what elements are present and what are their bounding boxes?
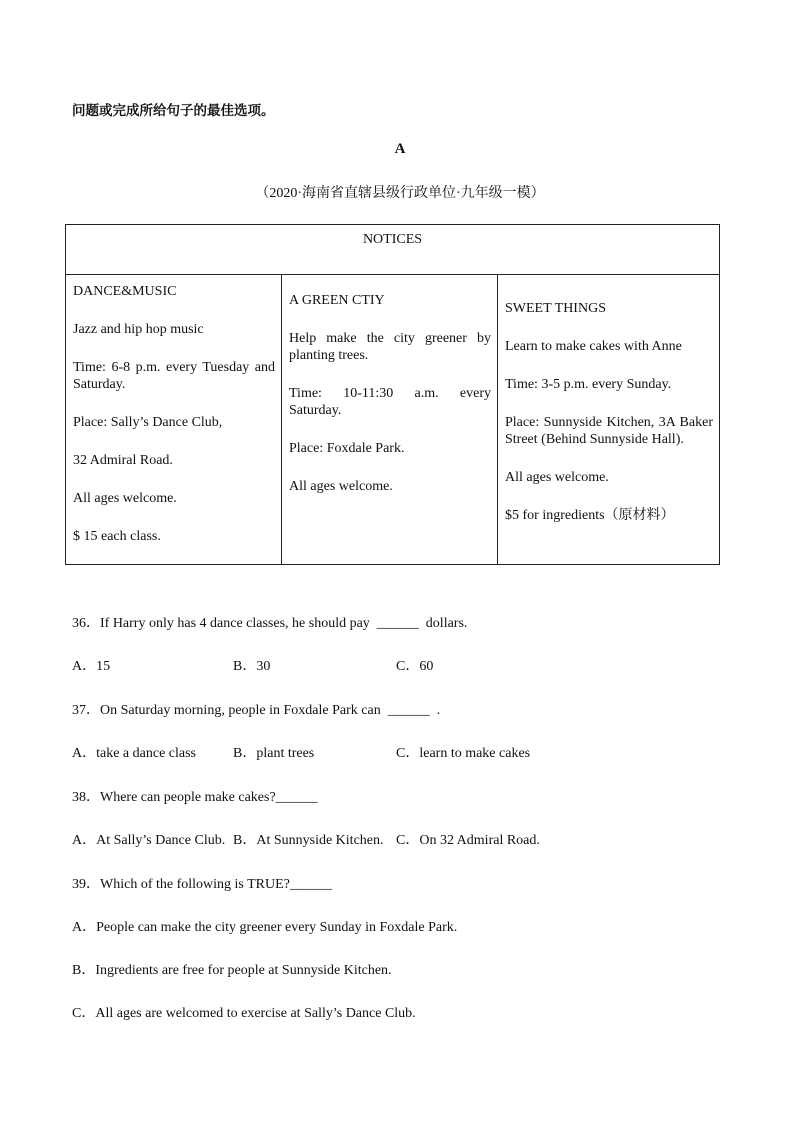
notice-line: Place: Sunnyside Kitchen, 3A Baker Street (Behind Sunnyside Hall). <box>505 415 713 447</box>
source-note: （2020·海南省直辖县级行政单位·九年级一模） <box>255 186 545 201</box>
option-38-c[interactable]: C．On 32 Admiral Road. <box>396 833 540 848</box>
notice-line: Time: 10-11:30 a.m. every Saturday. <box>289 386 491 418</box>
option-37-c[interactable]: C．learn to make cakes <box>396 746 531 761</box>
notice-line: Help make the city greener by planting trees. <box>289 331 491 363</box>
section-label: A <box>394 141 406 157</box>
question-36: 36．If Harry only has 4 dance classes, he should pay ______ dollars. <box>72 616 468 631</box>
option-36-c[interactable]: C．60 <box>396 659 434 674</box>
question-39: 39．Which of the following is TRUE?______ <box>72 877 332 892</box>
notice-line: 32 Admiral Road. <box>73 453 173 468</box>
notice-line: Place: Sally’s Dance Club, <box>73 415 223 430</box>
notice-green-city <box>282 274 498 564</box>
notice-line: Learn to make cakes with Anne <box>505 339 682 354</box>
instruction-text: 问题或完成所给句子的最佳选项。 <box>72 103 275 119</box>
notice-line: $ 15 each class. <box>73 529 161 544</box>
option-39-c[interactable]: C．All ages are welcomed to exercise at Sally’s Dance Club. <box>72 1006 416 1021</box>
notices-table <box>65 224 720 565</box>
option-36-b[interactable]: B．30 <box>233 659 271 674</box>
option-38-a[interactable]: A．At Sally’s Dance Club. <box>72 833 226 848</box>
notice-line: Time: 6-8 p.m. every Tuesday and Saturday. <box>73 360 275 392</box>
notice-title: SWEET THINGS <box>505 301 606 316</box>
question-37: 37．On Saturday morning, people in Foxdale Park can ______ . <box>72 703 441 718</box>
option-38-b[interactable]: B．At Sunnyside Kitchen. <box>233 833 384 848</box>
option-37-b[interactable]: B．plant trees <box>233 746 315 761</box>
option-36-a[interactable]: A．15 <box>72 659 111 674</box>
notice-dance-music <box>66 274 282 564</box>
notice-line: Time: 3-5 p.m. every Sunday. <box>505 377 672 392</box>
question-38: 38．Where can people make cakes?______ <box>72 790 318 805</box>
notice-line: Place: Foxdale Park. <box>289 441 405 456</box>
notice-sweet-things <box>498 274 719 564</box>
option-37-a[interactable]: A．take a dance class <box>72 746 196 761</box>
notices-header: NOTICES <box>66 225 719 275</box>
notice-line: All ages welcome. <box>505 470 609 485</box>
option-39-a[interactable]: A．People can make the city greener every Sunday in Foxdale Park. <box>72 920 458 935</box>
notice-line: Jazz and hip hop music <box>73 322 204 337</box>
notice-title: A GREEN CTIY <box>289 293 385 308</box>
notice-line: $5 for ingredients（原材料） <box>505 508 675 523</box>
notice-title: DANCE&MUSIC <box>73 284 177 299</box>
option-39-b[interactable]: B．Ingredients are free for people at Sunnyside Kitchen. <box>72 963 392 978</box>
notice-line: All ages welcome. <box>289 479 393 494</box>
notice-line: All ages welcome. <box>73 491 177 506</box>
